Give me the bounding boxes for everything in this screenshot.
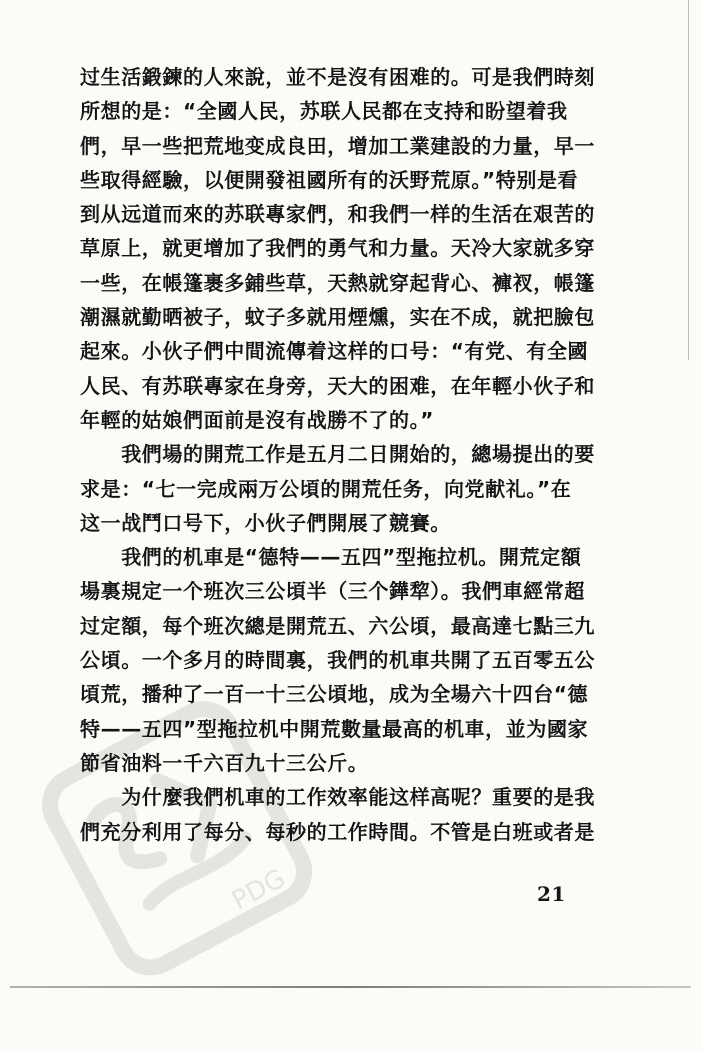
text-line: 場裏規定一个班次三公頃半（三个鏵犂）。我們車經常超 <box>80 579 585 604</box>
text-line: 到从远道而來的苏联專家們，和我們一样的生活在艰苦的 <box>80 202 595 227</box>
text-line: 为什麼我們机車的工作效率能这样高呢？重要的是我 <box>80 785 595 810</box>
seal-watermark-text: PDG <box>227 863 291 917</box>
bottom-scan-rule <box>10 986 691 988</box>
text-line: 求是：“七一完成兩万公頃的開荒任务，向党献礼。”在 <box>80 476 572 501</box>
text-line: 頃荒，播种了一百一十三公頃地，成为全場六十四台“德 <box>80 682 589 707</box>
text-line: 潮濕就勤晒被子，蚊子多就用煙燻，实在不成，就把臉包 <box>80 305 595 330</box>
text-line: 我們的机車是“德特——五四”型拖拉机。開荒定額 <box>80 545 582 570</box>
text-line: 起來。小伙子們中間流傳着这样的口号：“有党、有全國 <box>80 339 589 364</box>
text-line: 过定額，每个班次總是開荒五、六公頃，最高達七點三九 <box>80 613 595 638</box>
text-line: 我們場的開荒工作是五月二日開始的，總場提出的要 <box>80 442 595 467</box>
text-line: 特——五四”型拖拉机中開荒數量最高的机車，並为國家 <box>80 716 589 741</box>
text-line: 們，早一些把荒地变成良田，增加工業建設的力量，早一 <box>80 133 595 158</box>
text-line: 一些，在帳篷裹多鋪些草，天熱就穿起背心、褲衩，帳篷 <box>80 270 595 295</box>
text-line: 所想的是：“全國人民，苏联人民都在支持和盼望着我 <box>80 99 568 124</box>
text-line: 公頃。一个多月的時間裏，我們的机車共開了五百零五公 <box>80 648 595 673</box>
text-line: 草原上，就更增加了我們的勇气和力量。天冷大家就多穿 <box>80 236 595 261</box>
page-number: 21 <box>537 882 566 906</box>
text-line: 年輕的姑娘們面前是沒有战勝不了的。” <box>80 407 434 432</box>
document-text-block <box>80 60 600 849</box>
page-edge-shadow <box>688 0 689 360</box>
text-line: 人民、有苏联專家在身旁，天大的困难，在年輕小伙子和 <box>80 373 595 398</box>
text-line: 过生活鍛鍊的人來說，並不是沒有困难的。可是我們時刻 <box>80 65 595 89</box>
text-line: 們充分利用了每分、每秒的工作時間。不管是白班或者是 <box>80 819 595 844</box>
text-line: 这一战鬥口号下，小伙子們開展了競賽。 <box>80 510 451 535</box>
text-line: 節省油料一千六百九十三公斤。 <box>80 750 369 775</box>
text-line: 些取得經驗，以便開發祖國所有的沃野荒原。”特别是看 <box>80 167 579 192</box>
